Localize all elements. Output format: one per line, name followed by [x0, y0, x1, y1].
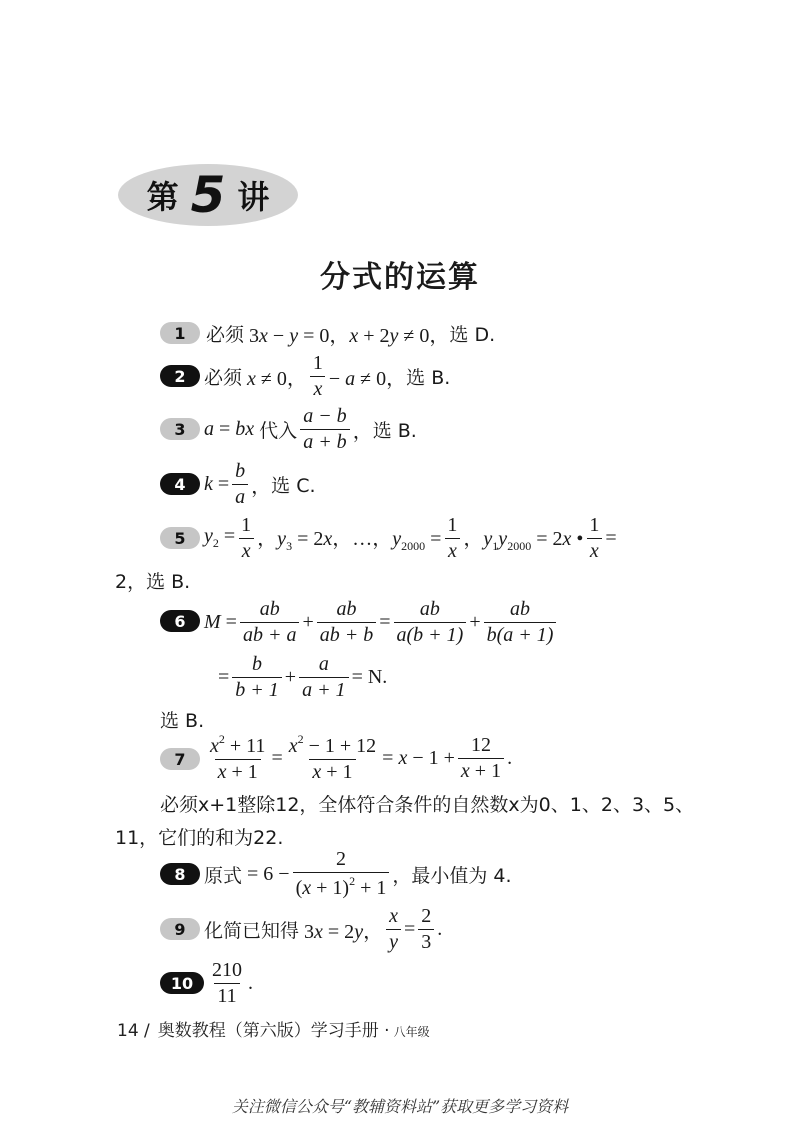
- problem-1-content: [206, 319, 495, 347]
- problem-6-line-2: [218, 652, 387, 702]
- math-expr: = N.: [351, 665, 388, 688]
- math-expr: .: [437, 917, 443, 940]
- math-expr: .: [248, 971, 253, 994]
- grade-label: 八年级: [393, 1025, 430, 1039]
- fraction: $\frac{2}{3}$: [418, 906, 434, 953]
- fraction: $\frac{x^2 + 11}{x + 1}$: [210, 732, 266, 783]
- fraction: $\frac{1}{x}$: [586, 515, 602, 562]
- book-title: 奥数教程（第六版）学习手册 ·: [157, 1021, 390, 1041]
- explanation-text: 必须x+1整除12，全体符合条件的自然数x为0、1、2、3、5、: [160, 793, 695, 816]
- problem-10-content: [206, 958, 253, 1008]
- equals-sign: =: [271, 746, 283, 769]
- problem-7-equation: [204, 733, 512, 783]
- lecture-badge: [118, 164, 298, 226]
- answer-text: 2，选 B.: [115, 570, 191, 593]
- problem-number-3: 3: [160, 418, 200, 440]
- fraction: $\frac{ab}{b(a + 1)}$: [484, 599, 557, 646]
- equals-sign: =: [218, 665, 230, 688]
- answer-text: 选 B.: [372, 419, 417, 442]
- equals-sign: =: [403, 917, 416, 940]
- problem-number-2: 2: [160, 365, 200, 387]
- problem-number-10: 10: [160, 972, 204, 994]
- answer-text: 选 B.: [406, 366, 451, 389]
- must-text: 必须: [204, 366, 243, 389]
- fraction: $\frac{ab}{a(b + 1)}$: [394, 599, 467, 646]
- math-expr: M: [204, 610, 221, 633]
- math-expr: .: [507, 746, 513, 769]
- problem-7-line-2: [115, 822, 283, 850]
- fraction: $\frac{x^2 - 1 + 12}{x + 1}$: [288, 732, 377, 783]
- plus-sign: +: [302, 610, 314, 633]
- watermark-text: 关注微信公众号“教辅资料站”获取更多学习资料: [231, 1097, 569, 1116]
- math-expr: = x − 1 +: [382, 746, 455, 769]
- problem-4-content: [204, 460, 316, 508]
- math-expr: = 6 −: [242, 862, 290, 885]
- math-expr: $y_2$ =: [204, 525, 236, 550]
- original-text: 原式: [204, 864, 243, 887]
- math-expr: ，$y_1y_{2000} = 2x$ •: [463, 528, 584, 553]
- fraction: $\frac{b}{a}$: [232, 461, 248, 508]
- math-expr: ，: [251, 475, 272, 498]
- simplify-text: 化简已知得: [204, 919, 300, 942]
- answer-text: 选 C.: [271, 474, 316, 497]
- math-expr: a = bx: [204, 417, 255, 440]
- substitute-text: 代入: [259, 419, 298, 442]
- explanation-text: 11，它们的和为22.: [115, 826, 284, 849]
- fraction: $\frac{ab}{ab + a}$: [240, 599, 300, 646]
- math-expr: x ≠ 0，: [247, 367, 307, 390]
- problem-2-content: [204, 353, 450, 399]
- answer-text: 选 D.: [449, 323, 496, 346]
- fraction: $\frac{210}{11}$: [212, 958, 242, 1007]
- answer-text: 选 B.: [160, 709, 205, 732]
- fraction: $\frac{a}{a + 1}$: [299, 654, 349, 701]
- problem-6-answer: [160, 705, 204, 733]
- problem-number-7: 7: [160, 748, 200, 770]
- lecture-suffix: 讲: [237, 178, 270, 216]
- fraction: $\frac{a - b}{a + b}$: [300, 406, 350, 453]
- problem-number-8: 8: [160, 863, 200, 885]
- problem-number-1: 1: [160, 322, 200, 344]
- problem-6-line-1: [204, 597, 559, 647]
- math-expr: 3x − y = 0，x + 2y ≠ 0，: [244, 324, 450, 347]
- problem-5-content: [204, 514, 617, 562]
- lecture-prefix: 第: [146, 178, 179, 216]
- problem-5-continuation: [115, 566, 190, 594]
- fraction: $\frac{b}{b + 1}$: [232, 654, 282, 701]
- plus-sign: +: [469, 610, 481, 633]
- math-expr: − a ≠ 0，: [328, 367, 407, 390]
- math-expr: k =: [204, 472, 230, 495]
- fraction: $\frac{ab}{ab + b}$: [317, 599, 377, 646]
- page-number: 14 /: [117, 1021, 150, 1041]
- fraction: $\frac{12}{x + 1}$: [458, 735, 504, 782]
- answer-text: ，最小值为 4.: [392, 864, 512, 887]
- math-expr: =: [605, 526, 617, 549]
- problem-3-content: [204, 405, 417, 453]
- fraction: $\frac{1}{x}$: [238, 515, 254, 562]
- problem-number-4: 4: [160, 473, 200, 495]
- fraction: $\frac{x}{y}$: [386, 906, 401, 953]
- fraction: $\frac{2}{(x + 1)^2 + 1}$: [293, 849, 390, 899]
- fraction: $\frac{1}{x}$: [310, 353, 326, 400]
- must-text: 必须: [206, 323, 245, 346]
- math-expr: 3x = 2y，: [299, 920, 384, 943]
- problem-number-6: 6: [160, 610, 200, 632]
- plus-sign: +: [284, 665, 297, 688]
- problem-8-content: [204, 850, 512, 898]
- math-expr: ，$y_3 = 2x$，…，$y_{2000}$ =: [257, 528, 442, 553]
- page-title: 分式的运算: [320, 260, 480, 295]
- page-footer: [117, 1016, 430, 1041]
- equals-sign: =: [379, 610, 391, 633]
- problem-7-line-1: [160, 789, 694, 817]
- problem-9-content: [204, 905, 442, 953]
- lecture-number: 5: [190, 166, 226, 224]
- problem-number-9: 9: [160, 918, 200, 940]
- math-expr: ，: [352, 420, 373, 443]
- equals-sign: =: [220, 610, 237, 633]
- problem-number-5: 5: [160, 527, 200, 549]
- fraction: $\frac{1}{x}$: [444, 515, 460, 562]
